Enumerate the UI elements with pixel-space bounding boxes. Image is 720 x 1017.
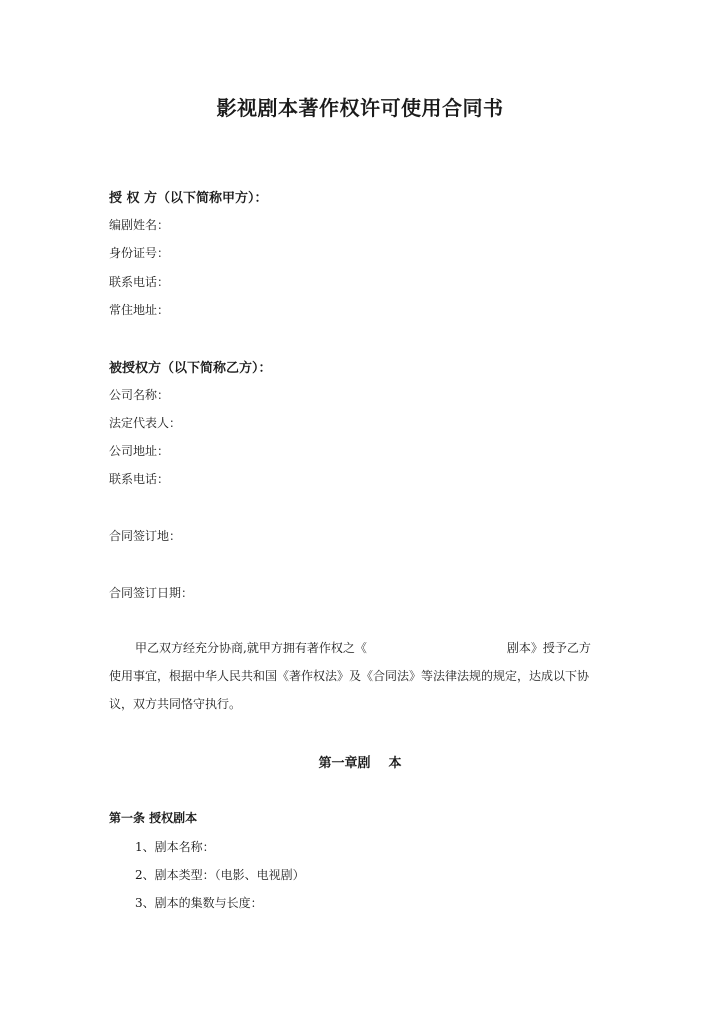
preamble-line-1-start: 甲乙双方经充分协商,就甲方拥有著作权之《 [135, 641, 367, 655]
party-a-field-name: 编剧姓名： [109, 218, 170, 232]
sign-place-field: 合同签订地： [109, 529, 182, 543]
sign-date-field: 合同签订日期： [109, 586, 194, 600]
preamble-line-1 [109, 634, 614, 662]
party-b-field-address: 公司地址： [109, 444, 170, 458]
party-a-field-id: 身份证号： [109, 246, 170, 260]
party-b-heading: 被授权方（以下简称乙方）： [109, 361, 272, 376]
party-b-field-company: 公司名称： [109, 388, 170, 402]
article-1-item-2: 2、剧本类型：（电影、电视剧） [135, 868, 305, 882]
party-b-field-phone: 联系电话： [109, 472, 170, 486]
chapter-1-title: 第一章剧 本 [318, 756, 402, 771]
party-a-field-address: 常住地址： [109, 303, 170, 317]
preamble-line-1-end: 剧本》授予乙方 [506, 641, 591, 655]
party-a-field-phone: 联系电话： [109, 275, 170, 289]
article-1-item-3: 3、剧本的集数与长度： [135, 896, 263, 910]
preamble-paragraph [109, 634, 614, 718]
preamble-line-3: 议，双方共同恪守执行。 [109, 697, 242, 711]
article-1-heading: 第一条 授权剧本 [109, 811, 198, 825]
document-title: 影视剧本著作权许可使用合同书 [216, 96, 504, 120]
party-a-heading: 授 权 方（以下简称甲方）： [109, 191, 268, 206]
article-1-item-1: 1、剧本名称： [135, 840, 215, 854]
party-b-field-representative: 法定代表人： [109, 416, 182, 430]
preamble-line-2: 使用事宜，根据中华人民共和国《著作权法》及《合同法》等法律法规的规定，达成以下协 [109, 669, 590, 683]
